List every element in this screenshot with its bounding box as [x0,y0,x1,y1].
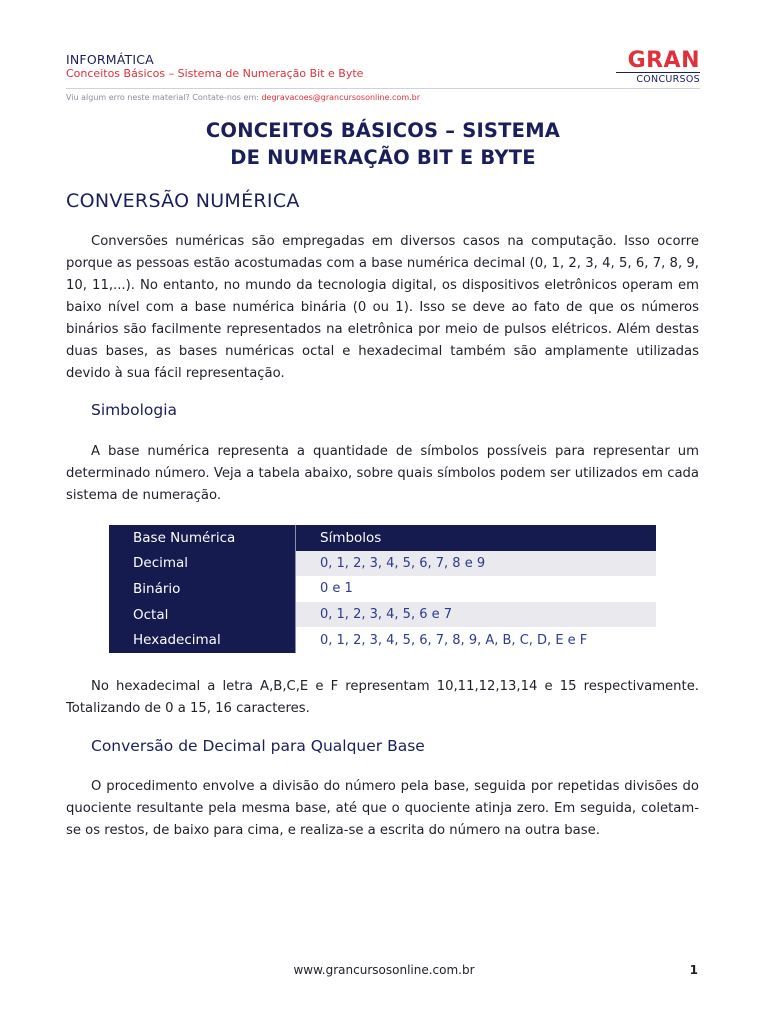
cell-base: Decimal [109,551,296,577]
header-divider [66,88,700,89]
cell-base: Hexadecimal [109,627,296,653]
table-row [109,576,656,602]
intro-paragraph: Conversões numéricas são empregadas em diversos casos na computação. Isso ocorre porque as pessoas estão acostumadas com a base numérica decimal (0, 1, 2, 3, 4, 5, 6, 7, 8, 9, 10, 11,...). No entanto, no mundo da tecnologia digital, os dispositivos eletrônicos operam em baixo nível com a base numérica binária (0 ou 1). Isso se deve ao fato de que os números binários são facilmente representados na eletrônica por meio de pulsos elétricos. Além destas duas bases, as bases numéricas octal e hexadecimal também são amplamente utilizadas devido à sua fácil representação. [66,234,699,381]
header-symbols: Símbolos [296,525,657,551]
contact-email-link[interactable]: degravacoes@grancursosonline.com.br [261,93,421,102]
conversion-heading: Conversão de Decimal para Qualquer Base [91,737,425,755]
header-subject: INFORMÁTICA [66,52,154,67]
document-title-line1: CONCEITOS BÁSICOS – SISTEMA [205,119,561,142]
table-row [109,627,656,653]
cell-base: Octal [109,602,296,628]
section-title: CONVERSÃO NUMÉRICA [66,190,300,212]
footer-url: www.grancursosonline.com.br [293,963,475,977]
logo-sub-text: CONCURSOS [616,72,700,85]
cell-symbols: 0, 1, 2, 3, 4, 5, 6 e 7 [296,602,657,628]
cell-base: Binário [109,576,296,602]
symbols-table [109,525,656,653]
document-title [66,117,700,171]
document-title-line2: DE NUMERAÇÃO BIT E BYTE [230,146,536,169]
hexadecimal-note: No hexadecimal a letra A,B,C,E e F representam 10,11,12,13,14 e 15 respectivamente. Totalizando de 0 a 15, 16 caracteres. [66,679,699,716]
cell-symbols: 0, 1, 2, 3, 4, 5, 6, 7, 8, 9, A, B, C, D, E e F [296,627,657,653]
table-header-row [109,525,656,551]
cell-symbols: 0, 1, 2, 3, 4, 5, 6, 7, 8 e 9 [296,551,657,577]
gran-logo [616,50,700,85]
table-row [109,551,656,577]
simbologia-heading: Simbologia [91,401,177,419]
table-row [109,602,656,628]
conversion-paragraph: O procedimento envolve a divisão do número pela base, seguida por repetidas divisões do quociente resultante pela mesma base, até que o quociente atinja zero. Em seguida, coletam-se os restos, de baixo para cima, e realiza-se a escrita do número na outra base. [66,779,699,838]
page-number: 1 [689,963,698,977]
contact-text: Viu algum erro neste material? Contate-nos em: [66,93,262,102]
contact-line [66,93,420,102]
logo-main-text: GRAN [627,48,700,73]
header-base: Base Numérica [109,525,296,551]
simbologia-paragraph: A base numérica representa a quantidade de símbolos possíveis para representar um determinado número. Veja a tabela abaixo, sobre quais símbolos podem ser utilizados em cada sistema de numeração. [66,444,699,503]
header-topic: Conceitos Básicos – Sistema de Numeração Bit e Byte [66,67,364,80]
cell-symbols: 0 e 1 [296,576,657,602]
